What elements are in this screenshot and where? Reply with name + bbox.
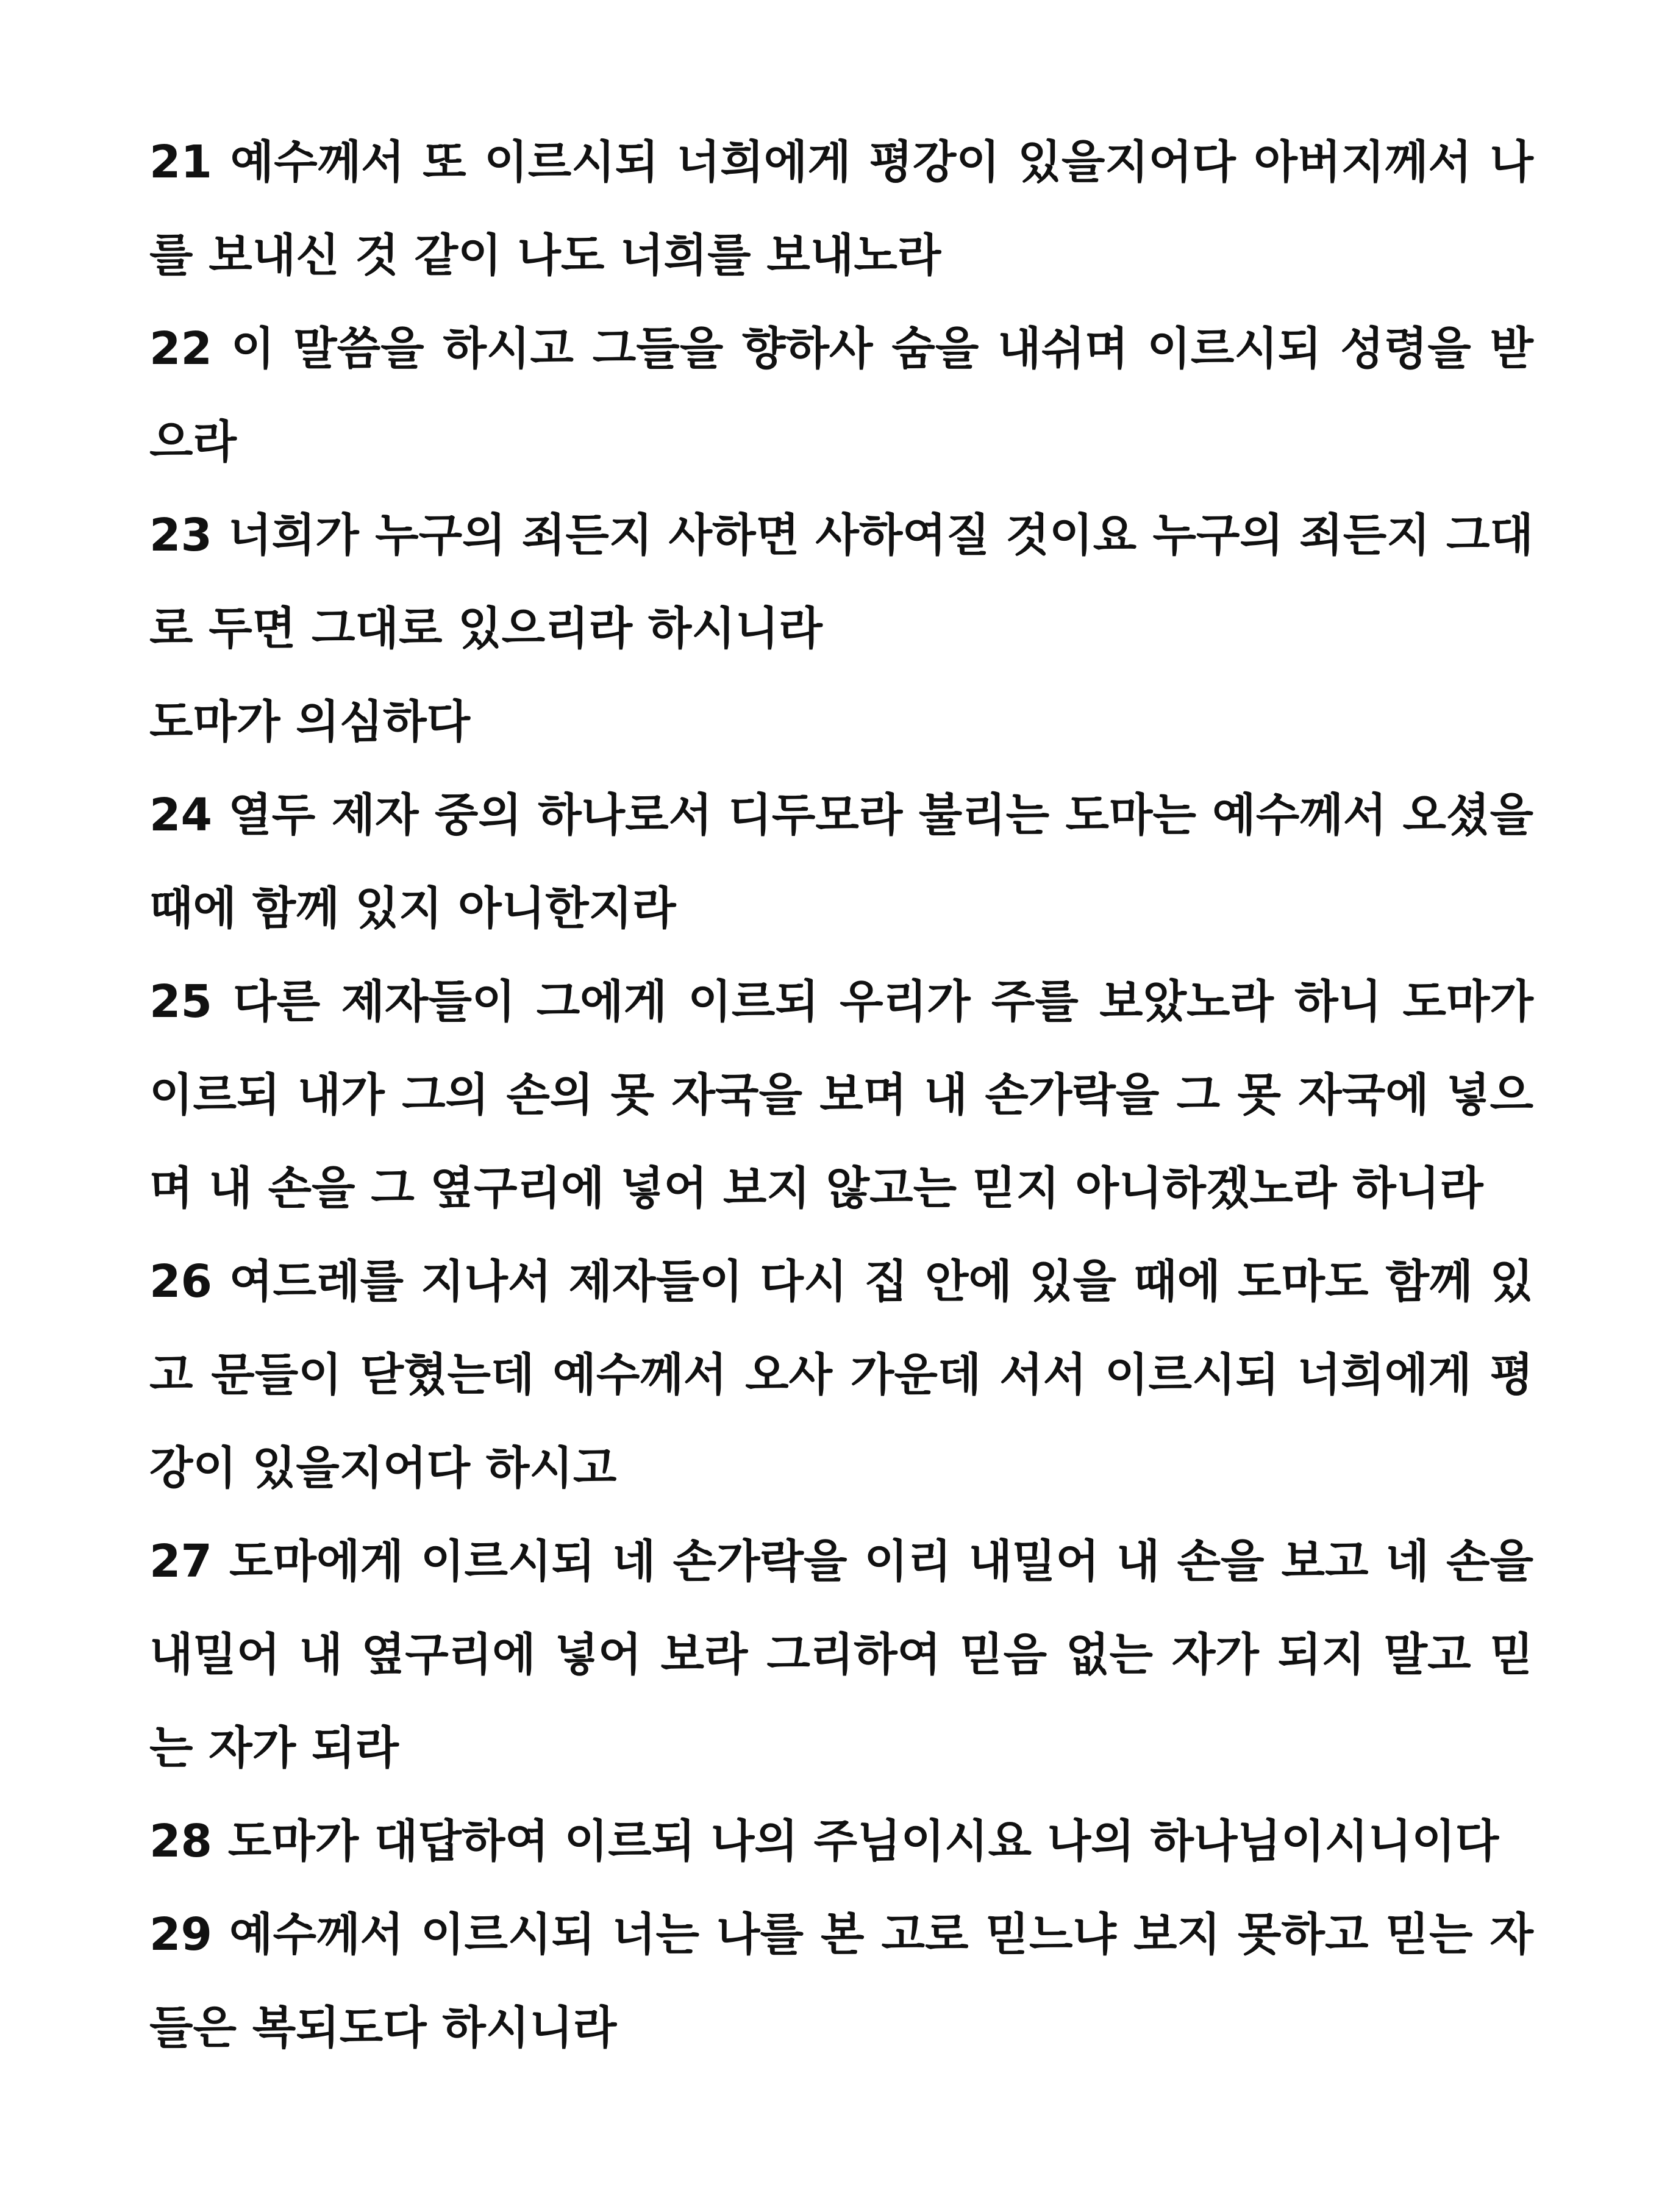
verse-23: 23 너희가 누구의 죄든지 사하면 사하여질 것이요 누구의 죄든지 그대로 두면 그대로 있으리라 하시니라	[149, 509, 1533, 655]
verse-24: 24 열두 제자 중의 하나로서 디두모라 불리는 도마는 예수께서 오셨을 때에 함께 있지 아니한지라	[149, 789, 1533, 935]
verse-25: 25 다른 제자들이 그에게 이르되 우리가 주를 보았노라 하니 도마가 이르되 내가 그의 손의 못 자국을 보며 내 손가락을 그 못 자국에 넣으며 내 손을 그 옆구리에 넣어 보지 않고는 믿지 아니하겠노라 하니라	[149, 976, 1533, 1215]
verse-29: 29 예수께서 이르시되 너는 나를 본 고로 믿느냐 보지 못하고 믿는 자들은 복되도다 하시니라	[149, 1908, 1533, 2054]
document-body	[149, 116, 1533, 2075]
verse-22: 22 이 말씀을 하시고 그들을 향하사 숨을 내쉬며 이르시되 성령을 받으라	[149, 323, 1533, 468]
verse-27: 27 도마에게 이르시되 네 손가락을 이리 내밀어 내 손을 보고 네 손을 내밀어 내 옆구리에 넣어 보라 그리하여 믿음 없는 자가 되지 말고 믿는 자가 되라	[149, 1535, 1533, 1774]
section-heading: 도마가 의심하다	[149, 696, 471, 748]
verse-21: 21 예수께서 또 이르시되 너희에게 평강이 있을지어다 아버지께서 나를 보내신 것 같이 나도 너희를 보내노라	[149, 136, 1533, 282]
verse-28: 28 도마가 대답하여 이르되 나의 주님이시요 나의 하나님이시니이다	[149, 1815, 1499, 1868]
verse-26: 26 여드레를 지나서 제자들이 다시 집 안에 있을 때에 도마도 함께 있고 문들이 닫혔는데 예수께서 오사 가운데 서서 이르시되 너희에게 평강이 있을지어다 하시고	[149, 1255, 1533, 1494]
